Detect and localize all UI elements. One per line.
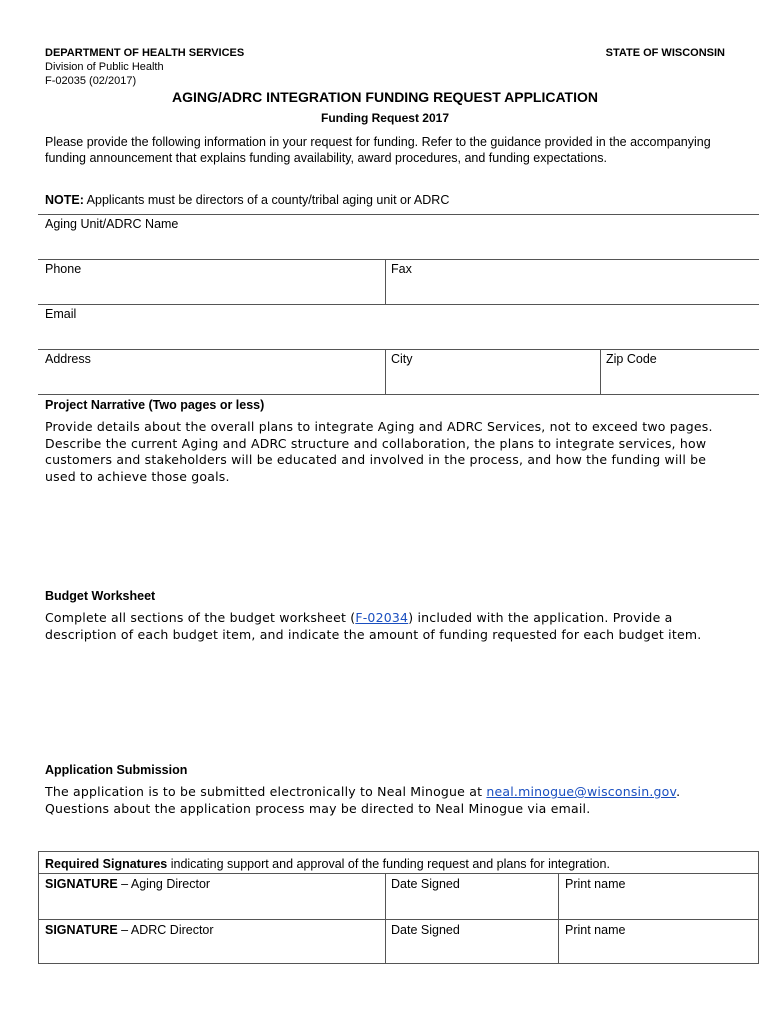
divider [38, 394, 759, 395]
adrc-director-signature-field[interactable] [45, 922, 381, 962]
budget-heading: Budget Worksheet [45, 589, 156, 603]
adrc-director-print-name-field[interactable] [565, 922, 753, 962]
phone-field[interactable] [45, 262, 381, 302]
budget-text-after: ) included with the application. Provide a description of each budget item, and indicate the amount of funding requested for each budget item. [45, 610, 702, 642]
zip-code-label: Zip Code [606, 352, 657, 366]
divider [38, 214, 759, 215]
signatures-heading-rest: indicating support and approval of the funding request and plans for integration. [167, 857, 610, 871]
divider [38, 259, 759, 260]
divider [385, 873, 386, 963]
note-text: Applicants must be directors of a county/tribal aging unit or ADRC [83, 193, 450, 207]
signature-label: SIGNATURE [45, 877, 118, 891]
signature-role: – Aging Director [117, 877, 211, 891]
aging-unit-name-label: Aging Unit/ADRC Name [45, 217, 179, 231]
aging-director-date-field[interactable] [391, 876, 553, 916]
email-label: Email [45, 307, 77, 321]
intro-text: Please provide the following information in your request for funding. Refer to the guidance provided in the accompanying funding announcement that explains funding availability, award procedures, and funding expectations. [45, 135, 711, 165]
fax-field[interactable] [391, 262, 751, 302]
date-signed-label: Date Signed [391, 923, 460, 937]
divider [385, 349, 386, 394]
signature-label: SIGNATURE [45, 923, 118, 937]
submission-text [45, 784, 725, 817]
page-subtitle: Funding Request 2017 [320, 111, 450, 125]
department-name: DEPARTMENT OF HEALTH SERVICES [45, 47, 245, 59]
state-name: STATE OF WISCONSIN [605, 47, 725, 59]
phone-label: Phone [45, 262, 82, 276]
budget-text-before: Complete all sections of the budget worksheet ( [45, 610, 356, 625]
divider [600, 349, 601, 394]
email-field[interactable] [45, 307, 745, 347]
fax-label: Fax [391, 262, 412, 276]
submission-text-after: . Questions about the application process may be directed to Neal Minogue via email. [45, 784, 681, 816]
divider [38, 919, 759, 920]
budget-worksheet-link[interactable]: F-02034 [355, 610, 409, 625]
budget-text [45, 610, 735, 643]
divider [38, 873, 759, 874]
divider [38, 304, 759, 305]
note-label: NOTE: [45, 193, 84, 207]
aging-director-print-name-field[interactable] [565, 876, 753, 916]
form-number: F-02035 (02/2017) [45, 75, 137, 87]
date-signed-label: Date Signed [391, 877, 460, 891]
contact-email-link[interactable]: neal.minogue@wisconsin.gov [486, 784, 677, 799]
aging-unit-name-field[interactable] [45, 217, 745, 257]
print-name-label: Print name [565, 923, 626, 937]
divider [558, 873, 559, 963]
city-label: City [391, 352, 413, 366]
narrative-heading: Project Narrative (Two pages or less) [45, 398, 265, 412]
submission-text-before: The application is to be submitted electronically to Neal Minogue at [45, 784, 487, 799]
submission-heading: Application Submission [45, 763, 188, 777]
adrc-director-date-field[interactable] [391, 922, 553, 962]
divider [38, 349, 759, 350]
address-label: Address [45, 352, 91, 366]
aging-director-signature-field[interactable] [45, 876, 381, 916]
signatures-heading-bold: Required Signatures [45, 857, 168, 871]
address-field[interactable] [45, 352, 381, 392]
division-name: Division of Public Health [45, 61, 164, 73]
signatures-heading [45, 856, 755, 872]
narrative-text[interactable]: Provide details about the overall plans to integrate Aging and ADRC Services, not to exceed two pages. Describe the current Aging and ADRC structure and collaboration, the plans to integrate services, how customers and stakeholders will be educated and involved in the process, and how the funding will be used to achieve those goals. [45, 419, 713, 484]
city-field[interactable] [391, 352, 596, 392]
zip-code-field[interactable] [606, 352, 751, 392]
print-name-label: Print name [565, 877, 626, 891]
signature-role: – ADRC Director [117, 923, 214, 937]
page-title: AGING/ADRC INTEGRATION FUNDING REQUEST APPLICATION [172, 89, 598, 105]
divider [385, 259, 386, 304]
note [45, 192, 735, 208]
